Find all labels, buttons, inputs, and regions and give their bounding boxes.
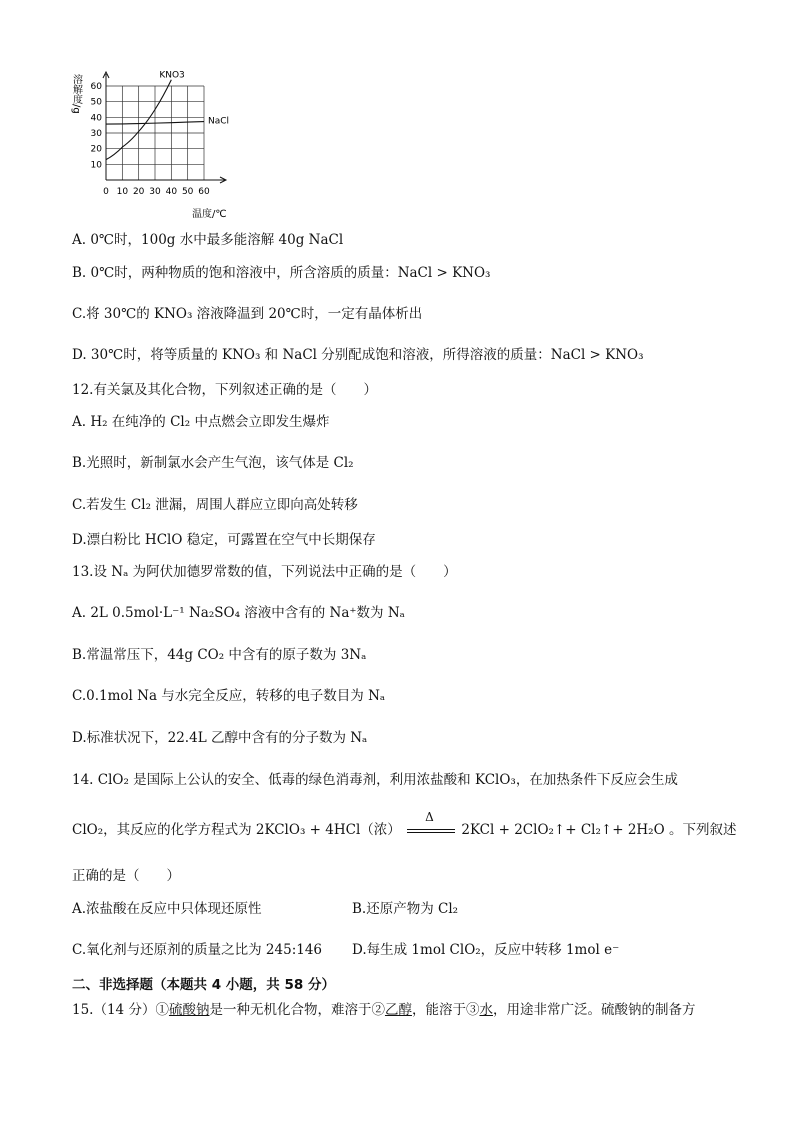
q12-option-d: D.漂白粉比 HClO 稳定，可露置在空气中长期保存 bbox=[72, 532, 376, 548]
q13-stem: 13.设 Nₐ 为阿伏加德罗常数的值，下列说法中正确的是（ ） bbox=[72, 564, 457, 580]
heat-symbol: Δ bbox=[425, 810, 434, 824]
equation-arrow bbox=[405, 810, 457, 840]
y-tick-label: 30 bbox=[90, 129, 102, 139]
q15-text-3: ，能溶于③ bbox=[411, 1002, 480, 1018]
q14-stem-line2 bbox=[72, 810, 737, 840]
equals-line bbox=[407, 829, 455, 830]
series-label-nacl: NaCl bbox=[208, 116, 230, 127]
section-title: 二、非选择题（本题共 4 小题，共 58 分） bbox=[72, 977, 335, 993]
y-tick-label: 60 bbox=[90, 82, 102, 92]
q11-option-b: B. 0℃时，两种物质的饱和溶液中，所含溶质的质量：NaCl > KNO₃ bbox=[72, 265, 491, 281]
q15-term-water: 水 bbox=[479, 1002, 493, 1018]
y-tick-label: 50 bbox=[90, 97, 102, 108]
q14-option-d: D.每生成 1mol ClO₂，反应中转移 1mol e⁻ bbox=[352, 942, 620, 958]
x-tick-label: 60 bbox=[198, 187, 210, 197]
q12-option-a: A. H₂ 在纯净的 Cl₂ 中点燃会立即发生爆炸 bbox=[72, 414, 330, 430]
q13-option-c: C.0.1mol Na 与水完全反应，转移的电子数目为 Nₐ bbox=[72, 688, 386, 704]
y-tick-label: 10 bbox=[90, 160, 102, 171]
q15-text-4: ，用途非常广泛。硫酸钠的制备方 bbox=[492, 1002, 696, 1018]
y-tick-label: 20 bbox=[90, 144, 102, 155]
q15-text-1: 15.（14 分）① bbox=[72, 1002, 169, 1018]
q15-term-sodium-sulfate: 硫酸钠 bbox=[168, 1002, 210, 1018]
q14-option-c: C.氧化剂与还原剂的质量之比为 245:146 bbox=[72, 942, 323, 958]
equals-line bbox=[407, 832, 455, 833]
q15-stem bbox=[72, 1000, 695, 1020]
x-tick-label: 30 bbox=[149, 187, 161, 197]
q13-option-b: B.常温常压下，44g CO₂ 中含有的原子数为 3Nₐ bbox=[72, 647, 367, 663]
y-tick-label: 40 bbox=[90, 113, 102, 124]
q13-option-d: D.标准状况下，22.4L 乙醇中含有的分子数为 Nₐ bbox=[72, 730, 368, 746]
q14-stem-line1: 14. ClO₂ 是国际上公认的安全、低毒的绿色消毒剂，利用浓盐酸和 KClO₃，在加热条件下反应会生成 bbox=[72, 772, 678, 788]
y-axis-label: 溶解度/g bbox=[70, 74, 82, 114]
q14-stem-line2-a: ClO₂，其反应的化学方程式为 2KClO₃ + 4HCl（浓） bbox=[72, 822, 401, 838]
q11-option-d: D. 30℃时，将等质量的 KNO₃ 和 NaCl 分别配成饱和溶液，所得溶液的质量：NaCl > KNO₃ bbox=[72, 347, 644, 363]
x-tick-label: 0 bbox=[103, 187, 109, 197]
q12-stem: 12.有关氯及其化合物，下列叙述正确的是（ ） bbox=[72, 382, 377, 398]
q13-option-a: A. 2L 0.5mol·L⁻¹ Na₂SO₄ 溶液中含有的 Na⁺数为 Nₐ bbox=[72, 605, 405, 621]
chart-axes bbox=[103, 72, 226, 183]
q12-option-b: B.光照时，新制氯水会产生气泡，该气体是 Cl₂ bbox=[72, 455, 354, 471]
q14-option-b: B.还原产物为 Cl₂ bbox=[352, 901, 459, 917]
x-tick-label: 10 bbox=[116, 187, 129, 197]
q11-option-c: C.将 30℃的 KNO₃ 溶液降温到 20℃时，一定有晶体析出 bbox=[72, 306, 423, 322]
q15-text-2: 是一种无机化合物，难溶于② bbox=[209, 1002, 385, 1018]
chart-grid bbox=[106, 86, 204, 180]
q14-option-a: A.浓盐酸在反应中只体现还原性 bbox=[72, 901, 262, 917]
solubility-chart bbox=[72, 62, 252, 222]
q14-stem-line3: 正确的是（ ） bbox=[72, 868, 180, 884]
x-tick-label: 20 bbox=[132, 187, 145, 197]
q14-stem-line2-b: 2KCl + 2ClO₂↑+ Cl₂↑+ 2H₂O 。下列叙述 bbox=[461, 822, 737, 838]
chart-series bbox=[106, 71, 229, 160]
series-label-kno3: KNO3 bbox=[159, 70, 185, 81]
x-tick-label: 50 bbox=[181, 187, 194, 197]
x-tick-label: 40 bbox=[165, 187, 178, 197]
x-axis-label: 温度/℃ bbox=[192, 209, 227, 220]
q12-option-c: C.若发生 Cl₂ 泄漏，周围人群应立即向高处转移 bbox=[72, 497, 358, 513]
q11-option-a: A. 0℃时，100g 水中最多能溶解 40g NaCl bbox=[72, 232, 344, 248]
q15-term-ethanol: 乙醇 bbox=[384, 1002, 412, 1018]
